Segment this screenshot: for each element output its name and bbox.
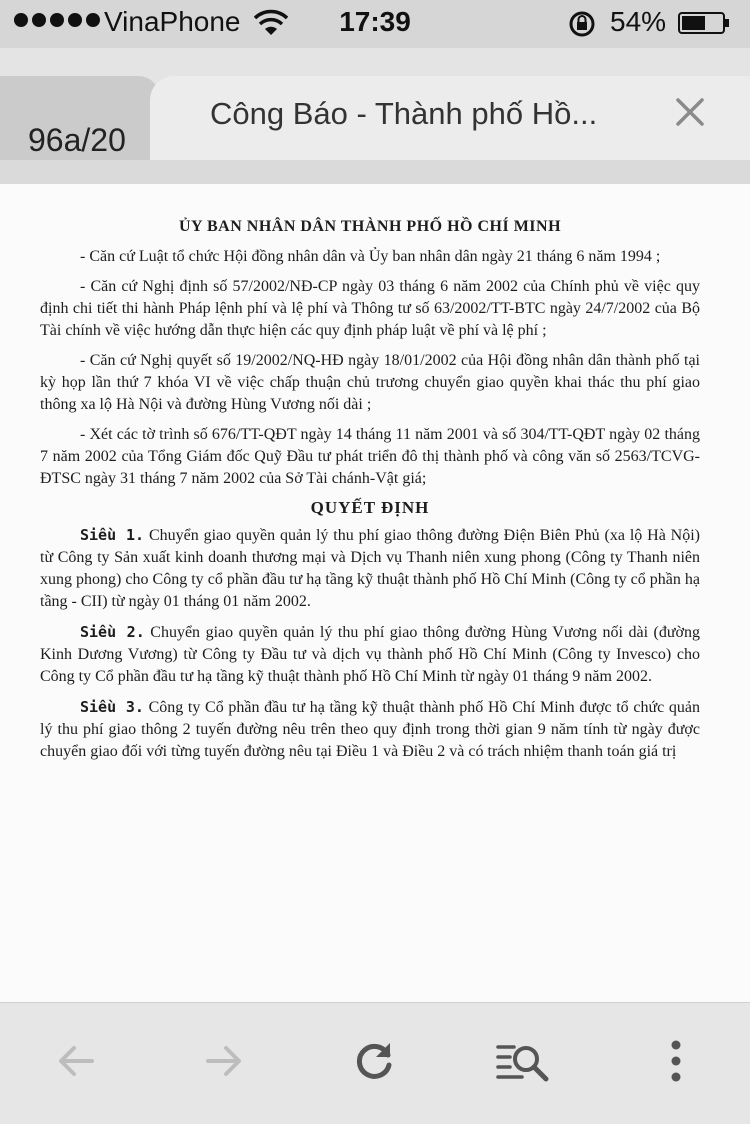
more-menu-button[interactable] [648,1033,704,1089]
article-text: Chuyển giao quyền quản lý thu phí giao thông đường Hùng Vương nối dài (đường Kinh Dương Vương) từ Công ty Đầu tư và dịch vụ thành phố Hồ Chí Minh (Công ty Invesco) cho Công ty Cổ phần đầu tư hạ tầng kỹ thuật thành phố Hồ Chí Minh từ ngày 01 tháng 9 năm 2002. [40,624,701,685]
close-icon[interactable] [672,94,708,130]
battery-icon [678,12,730,34]
reload-button[interactable] [346,1033,402,1089]
article-paragraph [40,696,700,763]
article-label: Siều 1. [80,526,145,544]
document-page[interactable] [0,184,750,1002]
preamble-paragraph: - Căn cứ Luật tổ chức Hội đồng nhân dân và Ủy ban nhân dân ngày 21 tháng 6 năm 1994 ; [80,248,661,265]
decision-title: QUYẾT ĐỊNH [310,498,430,517]
article-label: Siều 2. [80,623,145,641]
more-menu-icon [648,1033,704,1089]
back-button[interactable] [48,1033,104,1089]
article-text: Chuyển giao quyền quản lý thu phí giao thông đường Điện Biên Phủ (xa lộ Hà Nội) từ Công ty Sản xuất kinh doanh thương mại và Dịch vụ Thanh niên xung phong (Công ty Thanh niên xung phong) cho Công ty cổ phần đầu tư hạ tầng kỹ thuật thành phố Hồ Chí Minh (Công ty cổ phần hạ tầng - CII) từ ngày 01 tháng 01 năm 2002. [40,527,701,610]
preamble-paragraph: - Căn cứ Nghị định số 57/2002/NĐ-CP ngày 03 tháng 6 năm 2002 của Chính phủ về việc quy định chi tiết thi hành Pháp lệnh phí và lệ phí và Thông tư số 63/2002/TT-BTC ngày 24/7/2002 của Bộ Tài chính về việc hướng dẫn thực hiện các quy định pháp luật về phí và lệ phí ; [40,278,700,339]
forward-button[interactable] [196,1033,252,1089]
reload-icon [346,1033,402,1089]
bottom-toolbar [0,1002,750,1124]
article-paragraph [40,524,700,613]
rotation-lock-icon [568,10,596,38]
forward-arrow-icon [196,1033,252,1089]
tab-inactive-label: 96a/20 [28,122,126,158]
article-text: Công ty Cổ phần đầu tư hạ tầng kỹ thuật thành phố Hồ Chí Minh được tổ chức quản lý thu phí giao thông 2 tuyến đường nêu trên theo quy định trong thời gian 9 năm tính từ ngày được chuyển giao đối với từng tuyến đường nêu tại Điều 1 và Điều 2 và có trách nhiệm thanh toán giá trị [40,699,701,760]
tab-divider [0,160,750,184]
article-paragraph [40,621,700,688]
carrier-name: VinaPhone [104,6,241,37]
preamble-paragraph: - Căn cứ Nghị quyết số 19/2002/NQ-HĐ ngày 18/01/2002 của Hội đồng nhân dân thành phố tại kỳ họp lần thứ 7 khóa VI về việc chấp thuận chủ trương chuyển giao quyền khai thác thu phí giao thông xa lộ Hà Nội và đường Hùng Vương nối dài ; [40,352,700,413]
clock: 17:39 [339,6,411,37]
document-header: ỦY BAN NHÂN DÂN THÀNH PHỐ HỒ CHÍ MINH [178,218,562,235]
find-in-page-icon [494,1033,550,1089]
find-in-page-button[interactable] [494,1033,550,1089]
document-content [40,218,700,771]
status-bar [0,0,750,48]
battery-percent: 54% [610,6,667,37]
back-arrow-icon [48,1033,104,1089]
preamble-paragraph: - Xét các tờ trình số 676/TT-QĐT ngày 14 tháng 11 năm 2001 và số 304/TT-QĐT ngày 02 tháng 7 năm 2002 của Tổng Giám đốc Quỹ Đầu tư phát triển đô thị thành phố và công văn số 2563/TCVG-ĐTSC ngày 31 tháng 7 năm 2002 của Sở Tài chánh-Vật giá; [40,426,700,487]
tab-active-title: Công Báo - Thành phố Hồ... [210,96,598,131]
article-label: Siều 3. [80,698,144,716]
